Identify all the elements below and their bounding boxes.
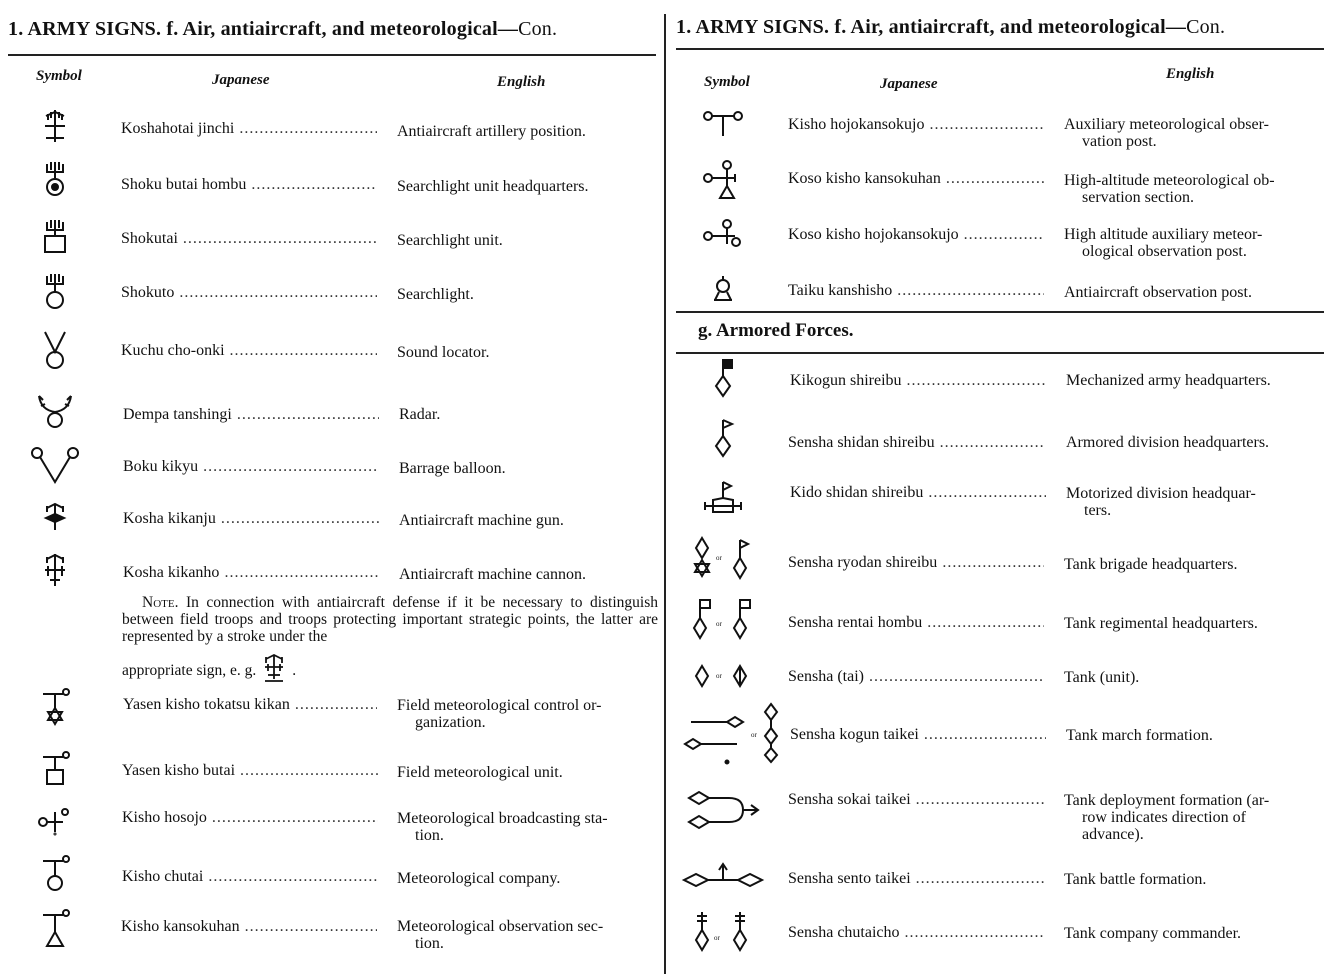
svg-text:or: or bbox=[716, 672, 722, 680]
english-term: Armored division headquarters. bbox=[1066, 434, 1270, 451]
left-column bbox=[0, 0, 662, 979]
japanese-term: Kikogun shireibu ..... bbox=[790, 372, 1046, 390]
english-term: Motorized division headquar- ters. bbox=[1066, 485, 1256, 519]
searchlight-unit-hq-symbol-icon bbox=[0, 160, 110, 198]
tank-regimental-hq-symbol-icon bbox=[668, 598, 778, 642]
armored-division-hq-symbol-icon bbox=[668, 418, 778, 460]
aa-machine-cannon-symbol-icon bbox=[0, 552, 110, 588]
right-header-title: 1. ARMY SIGNS. f. Air, antiaircraft, and meteorological— bbox=[676, 16, 1187, 38]
searchlight-unit-symbol-icon bbox=[0, 218, 110, 254]
english-term: Auxiliary meteorological obser- vation post. bbox=[1064, 116, 1269, 150]
japanese-term: Kosha kikanju ..... bbox=[123, 510, 379, 528]
barrage-balloon-symbol-icon bbox=[0, 446, 110, 486]
english-term: Antiaircraft observation post. bbox=[1064, 284, 1252, 301]
motorized-division-hq-symbol-icon bbox=[668, 478, 778, 518]
japanese-term: Sensha sokai taikei ..... bbox=[788, 791, 1044, 809]
english-term: Tank (unit). bbox=[1064, 669, 1140, 686]
english-term: Tank regimental headquarters. bbox=[1064, 615, 1258, 632]
japanese-term: Sensha sento taikei ..... bbox=[788, 870, 1044, 888]
english-term: Meteorological broadcasting sta- tion. bbox=[397, 810, 608, 844]
japanese-term: Dempa tanshingi ..... bbox=[123, 406, 379, 424]
japanese-term: Kuchu cho-onki ..... bbox=[121, 342, 377, 360]
japanese-term: Kisho hojokansokujo ..... bbox=[788, 116, 1044, 134]
note-label: Note. bbox=[142, 594, 179, 611]
english-term: High altitude auxiliary meteor- ological observation post. bbox=[1064, 226, 1263, 260]
english-term: Mechanized army headquarters. bbox=[1066, 372, 1271, 389]
sound-locator-symbol-icon bbox=[0, 330, 110, 370]
tank-deployment-formation-symbol-icon bbox=[668, 786, 778, 836]
english-term: Radar. bbox=[399, 406, 441, 423]
right-colhead-japanese: Japanese bbox=[880, 76, 938, 92]
left-header-con: Con. bbox=[518, 18, 558, 40]
right-column bbox=[668, 0, 1337, 979]
tank-unit-symbol-icon bbox=[668, 660, 778, 692]
japanese-term: Sensha kogun taikei ..... bbox=[790, 726, 1046, 744]
japanese-term: Sensha chutaicho ..... bbox=[788, 924, 1044, 942]
meteorological-observation-section-symbol-icon bbox=[0, 908, 110, 950]
tank-march-formation-symbol-icon bbox=[668, 702, 784, 766]
high-altitude-observation-section-symbol-icon bbox=[668, 160, 778, 200]
right-colhead-symbol: Symbol bbox=[704, 74, 750, 90]
antiaircraft-position-symbol-icon bbox=[0, 108, 110, 144]
japanese-term: Shoku butai hombu ..... bbox=[121, 176, 377, 194]
aa-observation-post-symbol-icon bbox=[668, 274, 778, 304]
section-g-title: g. Armored Forces. bbox=[698, 320, 854, 341]
field-meteorological-control-symbol-icon bbox=[0, 686, 110, 734]
japanese-term: Koshahotai jinchi ..... bbox=[121, 120, 377, 138]
tank-brigade-hq-symbol-icon bbox=[668, 536, 778, 582]
right-header-con: Con. bbox=[1186, 16, 1226, 38]
section-g-top-rule bbox=[676, 311, 1324, 313]
english-term: Tank battle formation. bbox=[1064, 871, 1207, 888]
tank-company-commander-symbol-icon bbox=[668, 910, 778, 954]
searchlight-symbol-icon bbox=[0, 272, 110, 310]
english-term: High-altitude meteorological ob- servation section. bbox=[1064, 172, 1275, 206]
japanese-term: Koso kisho kansokuhan ..... bbox=[788, 170, 1044, 188]
japanese-term: Yasen kisho butai ..... bbox=[122, 762, 378, 780]
english-term: Antiaircraft machine gun. bbox=[399, 512, 564, 529]
english-term: Searchlight unit. bbox=[397, 232, 503, 249]
japanese-term: Kosha kikanho ..... bbox=[123, 564, 379, 582]
japanese-term: Shokuto ..... bbox=[121, 284, 377, 302]
mechanized-army-hq-symbol-icon bbox=[668, 358, 778, 400]
example-sign-icon bbox=[262, 653, 286, 687]
left-colhead-japanese: Japanese bbox=[212, 72, 270, 88]
left-colhead-english: English bbox=[497, 74, 546, 90]
column-divider bbox=[664, 14, 666, 974]
field-meteorological-unit-symbol-icon bbox=[0, 750, 110, 790]
english-term: Sound locator. bbox=[397, 344, 490, 361]
english-term: Searchlight unit headquarters. bbox=[397, 178, 589, 195]
radar-symbol-icon bbox=[0, 390, 110, 430]
high-altitude-auxiliary-post-symbol-icon bbox=[668, 218, 778, 252]
english-term: Searchlight. bbox=[397, 286, 474, 303]
english-term: Meteorological company. bbox=[397, 870, 561, 887]
svg-text:or: or bbox=[751, 731, 757, 739]
english-term: Field meteorological control or- ganization. bbox=[397, 697, 602, 731]
japanese-term: Kisho kansokuhan ..... bbox=[121, 918, 377, 936]
english-term: Tank march formation. bbox=[1066, 727, 1213, 744]
japanese-term: Boku kikyu ..... bbox=[123, 458, 379, 476]
svg-text:or: or bbox=[716, 554, 722, 562]
english-term: Field meteorological unit. bbox=[397, 764, 563, 781]
note-last-line: appropriate sign, e. g. bbox=[122, 661, 257, 679]
english-term: Barrage balloon. bbox=[399, 460, 506, 477]
left-colhead-symbol: Symbol bbox=[36, 68, 82, 84]
japanese-term: Kisho hosojo ..... bbox=[122, 809, 378, 827]
english-term: Tank deployment formation (ar- row indicates direction of advance). bbox=[1064, 792, 1270, 843]
japanese-term: Kisho chutai ..... bbox=[122, 868, 378, 886]
svg-text:or: or bbox=[716, 620, 722, 628]
japanese-term: Sensha rentai hombu ..... bbox=[788, 614, 1044, 632]
right-colhead-english: English bbox=[1166, 66, 1215, 82]
english-term: Antiaircraft machine cannon. bbox=[399, 566, 587, 583]
japanese-term: Koso kisho hojokansokujo ..... bbox=[788, 226, 1044, 244]
english-term: Meteorological observation sec- tion. bbox=[397, 918, 604, 952]
meteorological-broadcasting-symbol-icon bbox=[0, 800, 110, 840]
japanese-term: Sensha shidan shireibu ..... bbox=[788, 434, 1044, 452]
english-term: Antiaircraft artillery position. bbox=[397, 123, 586, 140]
svg-text:or: or bbox=[714, 934, 720, 942]
tank-battle-formation-symbol-icon bbox=[668, 858, 778, 894]
japanese-term: Sensha ryodan shireibu ..... bbox=[788, 554, 1044, 572]
japanese-term: Kido shidan shireibu ..... bbox=[790, 484, 1046, 502]
aa-machine-gun-symbol-icon bbox=[0, 500, 110, 534]
section-g-bottom-rule bbox=[676, 352, 1324, 354]
japanese-term: Taiku kanshisho ..... bbox=[788, 282, 1044, 300]
meteorological-company-symbol-icon bbox=[0, 854, 110, 894]
japanese-term: Shokutai ..... bbox=[121, 230, 377, 248]
japanese-term: Sensha (tai) ..... bbox=[788, 668, 1044, 686]
right-header-rule bbox=[676, 48, 1324, 50]
left-page-header bbox=[8, 18, 557, 41]
auxiliary-observation-post-symbol-icon bbox=[668, 106, 778, 140]
english-term: Tank brigade headquarters. bbox=[1064, 556, 1238, 573]
left-header-title: 1. ARMY SIGNS. f. Air, antiaircraft, and meteorological— bbox=[8, 18, 519, 40]
english-term: Tank company commander. bbox=[1064, 925, 1242, 942]
right-page-header bbox=[676, 16, 1225, 39]
antiaircraft-note: Note. In connection with antiaircraft defense if it be necessary to distinguish between field troops and troops protecting important strategic points, the latter are represented by a stroke under the appropriate sign, e. g. . bbox=[122, 594, 658, 687]
left-header-rule bbox=[8, 54, 656, 56]
note-text: In connection with antiaircraft defense if it be necessary to distinguish between field troops and troops protecting important strategic points, the latter are represented by a stroke under the bbox=[122, 594, 659, 645]
japanese-term: Yasen kisho tokatsu kikan ..... bbox=[123, 696, 377, 714]
